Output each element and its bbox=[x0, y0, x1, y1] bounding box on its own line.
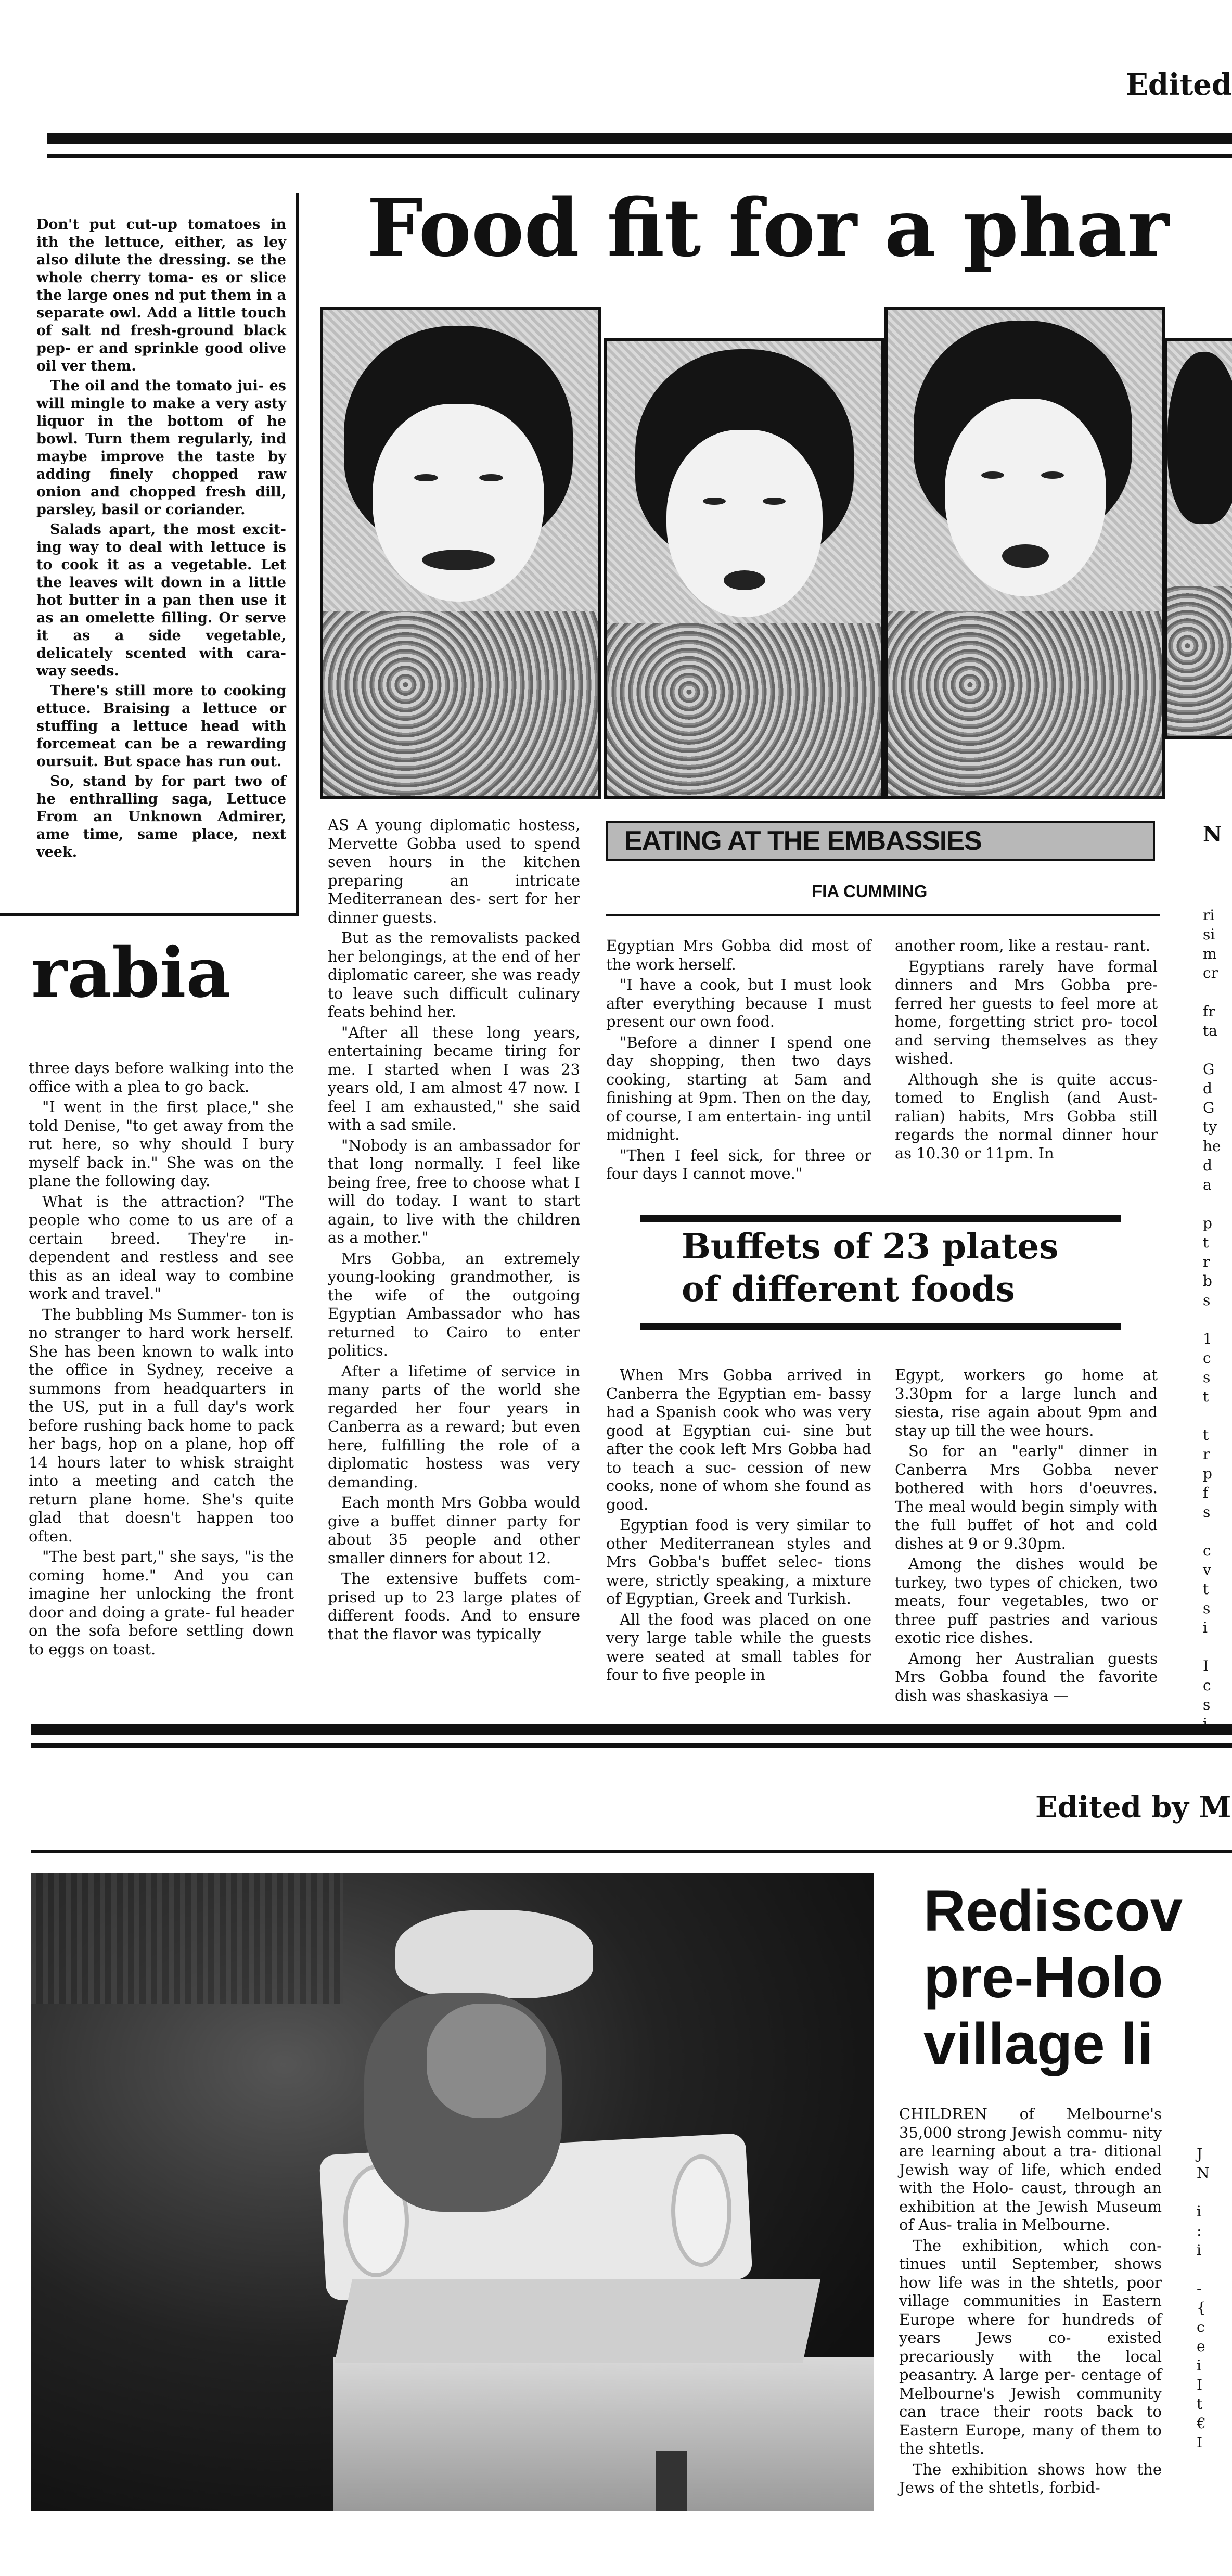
edge-fragment: si bbox=[1203, 926, 1215, 943]
arabia-paragraph: "I went in the first place," she told Denise, "to get away from the rut here, so why should I bury myself back in." She was on the plane the following day. bbox=[29, 1098, 294, 1190]
food-paragraph: "Before a dinner I spend one day shopping, then two days cooking, starting at 5am and finishing at 9pm. Then on the day, of course, I am entertain- ing until midnight. bbox=[606, 1033, 871, 1143]
lower-rule bbox=[31, 1850, 1232, 1853]
village-paragraph: CHILDREN of Melbourne's 35,000 strong Jewish commu- nity are learning about a tra- ditional Jewish way of life, which ended with the Holo- caust, through an exhibition at the Jewish Museum of Aus- tralia in Melbourne. bbox=[899, 2105, 1162, 2234]
village-paragraph: The exhibition shows how the Jews of the shtetls, forbid- bbox=[899, 2460, 1162, 2496]
edge-fragment: b bbox=[1203, 1272, 1212, 1290]
edge-fragment: cr bbox=[1203, 964, 1218, 981]
subhead-rule-top bbox=[640, 1215, 1121, 1222]
edge-fragment bbox=[1203, 983, 1232, 1002]
food-headline: Food fit for a phar bbox=[367, 181, 1169, 274]
edge-fragment: s bbox=[1203, 1292, 1211, 1309]
food-paragraph: "I have a cook, but I must look after everything because I must present our own food. bbox=[606, 976, 871, 1030]
edge-fragment: t bbox=[1203, 1234, 1209, 1251]
food-paragraph: Egypt, workers go home at 3.30pm for a large lunch and siesta, rise again about 9pm and stay up till the wee hours. bbox=[895, 1366, 1158, 1439]
arabia-paragraph: three days before walking into the office with a plea to go back. bbox=[29, 1059, 294, 1095]
edge-fragment: s bbox=[1203, 1369, 1211, 1386]
photo-gobba-smiling bbox=[320, 307, 601, 799]
edge-fragment: d bbox=[1203, 1157, 1212, 1174]
food-paragraph: But as the removalists packed her belongings, at the end of her diplomatic career, she was ready to leave such difficult culinary feats behind her. bbox=[328, 929, 580, 1021]
edge-fragment bbox=[1203, 1522, 1232, 1541]
edge-fragment: v bbox=[1203, 1561, 1211, 1578]
edge-fragment: he bbox=[1203, 1138, 1221, 1155]
food-paragraph: After a lifetime of service in many parts of the world she regarded her four years in Canberra as a reward; but even here, fulfilling the role of a diplomatic hostess was very demanding. bbox=[328, 1362, 580, 1491]
sidebar-column bbox=[36, 216, 286, 863]
edge-fragment: d bbox=[1203, 1080, 1212, 1097]
food-paragraph: Egyptian Mrs Gobba did most of the work herself. bbox=[606, 937, 871, 973]
photo-gobba-partial bbox=[1164, 338, 1232, 739]
food-column-2 bbox=[606, 937, 871, 1185]
edge-fragment: I bbox=[1203, 1657, 1209, 1675]
food-paragraph: The extensive buffets com- prised up to 23 large plates of different foods. And to ensure that the flavor was typically bbox=[328, 1570, 580, 1643]
food-paragraph: All the food was placed on one very large table while the guests were seated at small tables for four to five people in bbox=[606, 1610, 871, 1684]
food-column-4 bbox=[606, 1366, 871, 1687]
sidebar-paragraph: Don't put cut-up tomatoes in ith the lettuce, either, as ley also dilute the dressing. se the whole cherry toma- es or slice the large ones nd put them in a separate owl. Add a little touch of salt nd fresh-ground black pep- er and sprinkle good olive oil ver them. bbox=[36, 216, 286, 374]
edge-fragment: c bbox=[1203, 1677, 1211, 1694]
food-column-1 bbox=[328, 816, 580, 1646]
edge-fragment: t bbox=[1203, 1580, 1209, 1598]
edge-fragment: 1 bbox=[1203, 1330, 1212, 1347]
food-paragraph: Each month Mrs Gobba would give a buffet dinner party for about 35 people and other smaller dinners for about 12. bbox=[328, 1494, 580, 1567]
food-paragraph: AS A young diplomatic hostess, Mervette Gobba used to spend seven hours in the kitchen preparing an intricate Mediterranean des- sert for her dinner guests. bbox=[328, 816, 580, 926]
arabia-paragraph: What is the attraction? "The people who come to us are of a certain breed. They're in- dependent and restless and see this as an ideal way to combine work and travel." bbox=[29, 1192, 294, 1303]
edited-mid-label: Edited by M bbox=[1035, 1790, 1231, 1825]
arabia-headline: rabia bbox=[31, 933, 231, 1013]
edge-fragment bbox=[1203, 1637, 1232, 1656]
food-paragraph: Mrs Gobba, an extremely young-looking grandmother, is the wife of the outgoing Egyptian Ambassador who has returned to Cairo to enter politics. bbox=[328, 1249, 580, 1359]
food-paragraph: Egyptian food is very similar to other Mediterranean styles and Mrs Gobba's buffet selec- tions were, strictly speaking, a mixture of Egyptian, Greek and Turkish. bbox=[606, 1516, 871, 1608]
food-paragraph: When Mrs Gobba arrived in Canberra the Egyptian em- bassy had a Spanish cook who was very good at Egyptian cui- sine but after the cook left Mrs Gobba had to teach a suc- cession of new cooks, none of whom she found as good. bbox=[606, 1366, 871, 1513]
top-rule-thin bbox=[47, 154, 1232, 158]
food-paragraph: Although she is quite accus- tomed to English (and Aust- ralian) habits, Mrs Gobba still regards the normal dinner hour as 10.30 or 11pm. In bbox=[895, 1070, 1158, 1162]
edge-fragment: t bbox=[1203, 1426, 1209, 1444]
sidebar-paragraph: There's still more to cooking ettuce. Braising a lettuce or stuffing a lettuce head with forcemeat can be a rewarding oursuit. But space has run out. bbox=[36, 683, 286, 770]
sidebar-paragraph: Salads apart, the most excit- ing way to deal with lettuce is to cook it as a vegetable. Let the leaves wilt down in a little hot butter in a pan then use it as an omelette filling. Or serve it as a side vegetable, delicately scented with cara- way seeds. bbox=[36, 521, 286, 679]
food-column-3 bbox=[895, 937, 1158, 1165]
food-paragraph: Egyptians rarely have formal dinners and Mrs Gobba pre- ferred her guests to feel more at home, forgetting strict pro- tocol and serving themselves as they wished. bbox=[895, 957, 1158, 1067]
food-paragraph: "Nobody is an ambassador for that long normally. I feel like being free, free to choose what I will do today. I want to start again, to live with the children as a mother." bbox=[328, 1136, 580, 1246]
edge-fragment: p bbox=[1203, 1215, 1212, 1232]
food-paragraph: another room, like a restau- rant. bbox=[895, 937, 1150, 954]
edge-fragment bbox=[1203, 1040, 1232, 1060]
section-banner-text: EATING AT THE EMBASSIES bbox=[624, 826, 982, 856]
food-paragraph: So for an "early" dinner in Canberra Mrs Gobba never bothered with hors d'oeuvres. The meal would begin simply with the full buffet of hot and cold dishes at 9 or 9.30pm. bbox=[895, 1442, 1158, 1552]
edge-fragment: a bbox=[1203, 1176, 1212, 1193]
village-photo bbox=[31, 1873, 874, 2511]
edge-fragment: s bbox=[1203, 1600, 1211, 1617]
byline: FIA CUMMING bbox=[812, 882, 928, 901]
edge-fragment: f bbox=[1203, 1484, 1209, 1501]
edge-fragment bbox=[1203, 1310, 1232, 1329]
village-column bbox=[899, 2105, 1162, 2500]
subhead-rule-bottom bbox=[640, 1323, 1121, 1330]
edge-fragment: r bbox=[1203, 1253, 1210, 1270]
food-paragraph: "After all these long years, entertaining became tiring for me. I started when I was 23 years old, I am almost 47 now. I feel I am exhausted," she said with a sad smile. bbox=[328, 1023, 580, 1133]
top-rule-thick bbox=[47, 133, 1232, 144]
arabia-column bbox=[29, 1059, 294, 1661]
edge-fragment: fr bbox=[1203, 1003, 1215, 1020]
edge-fragment: G bbox=[1203, 1061, 1215, 1078]
edge-fragment: i bbox=[1203, 1619, 1208, 1636]
food-column-5 bbox=[895, 1366, 1158, 1707]
edge-fragment: t bbox=[1203, 1388, 1209, 1405]
food-paragraph: Among her Australian guests Mrs Gobba found the favorite dish was shaskasiya — bbox=[895, 1649, 1158, 1704]
arabia-paragraph: The bubbling Ms Summer- ton is no stranger to hard work herself. She has been known to walk into the office in Sydney, receive a summons from headquarters in the US, put in a full day's work before rushing back home to pack her bags, hop on a plane, hop off 14 hours later to whisk straight into a meeting and catch the return plane home. She's quite glad that doesn't happen too often. bbox=[29, 1305, 294, 1545]
subhead-line-2: of different foods bbox=[682, 1269, 1015, 1309]
edge-fragment: s bbox=[1203, 1503, 1211, 1521]
subhead-line-1: Buffets of 23 plates bbox=[682, 1226, 1059, 1267]
village-headline-line-3: village li bbox=[923, 2011, 1153, 2076]
food-paragraph: "Then I feel sick, for three or four days I cannot move." bbox=[606, 1146, 871, 1182]
village-headline-line-2: pre-Holo bbox=[923, 1945, 1163, 2010]
edge-fragment: G bbox=[1203, 1099, 1215, 1116]
arabia-paragraph: "The best part," she says, "is the coming home." And you can imagine her unlocking the front door and doing a grate- ful header on the sofa before settling down to eggs on toast. bbox=[29, 1548, 294, 1658]
edge-fragment: ta bbox=[1203, 1022, 1217, 1039]
edge-fragment: r bbox=[1203, 1446, 1210, 1463]
edge-fragment: m bbox=[1203, 945, 1217, 962]
village-right-fragment: J N i : i - { c e i I t € I bbox=[1197, 2145, 1210, 2451]
sidebar-paragraph: So, stand by for part two of he enthralling saga, Lettuce From an Unknown Admirer, ame time, same place, next veek. bbox=[36, 773, 286, 860]
right-edge-column bbox=[1203, 906, 1232, 1733]
sidebar-paragraph: The oil and the tomato jui- es will mingle to make a very asty liquor in the bottom of he bowl. Turn them regularly, ind maybe improve the taste by adding finely chopped raw onion and chopped fresh dill, parsley, basil or coriander. bbox=[36, 378, 286, 518]
edge-fragment bbox=[1203, 1406, 1232, 1425]
photo-gobba-speaking bbox=[604, 338, 884, 799]
food-paragraph: Among the dishes would be turkey, two types of chicken, two meats, four vegetables, two or three puff pastries and various exotic rice dishes. bbox=[895, 1555, 1158, 1647]
edge-fragment: c bbox=[1203, 1542, 1211, 1559]
edge-fragment: ty bbox=[1203, 1118, 1217, 1136]
edge-fragment: s bbox=[1203, 1696, 1211, 1713]
village-paragraph: The exhibition, which con- tinues until September, shows how life was in the shtetls, poor village communities in Eastern Europe where for hundreds of years Jews co- existed precariously with the local peasantry. A large per- centage of Melbourne's Jewish community can trace their roots back to Eastern Europe, many of them to the shtetls. bbox=[899, 2236, 1162, 2457]
edge-fragment bbox=[1203, 1194, 1232, 1214]
right-edge-fragment: N bbox=[1203, 822, 1222, 847]
photo-gobba-talking bbox=[884, 307, 1165, 799]
edge-fragment: p bbox=[1203, 1465, 1212, 1482]
mid-rule-thin bbox=[31, 1743, 1232, 1748]
edited-top-label: Edited bbox=[1126, 68, 1232, 102]
edge-fragment: ri bbox=[1203, 907, 1215, 924]
village-headline-line-1: Rediscov bbox=[923, 1878, 1183, 1943]
edge-fragment: c bbox=[1203, 1349, 1211, 1367]
byline-rule bbox=[606, 914, 1160, 916]
mid-rule-thick bbox=[31, 1724, 1232, 1735]
